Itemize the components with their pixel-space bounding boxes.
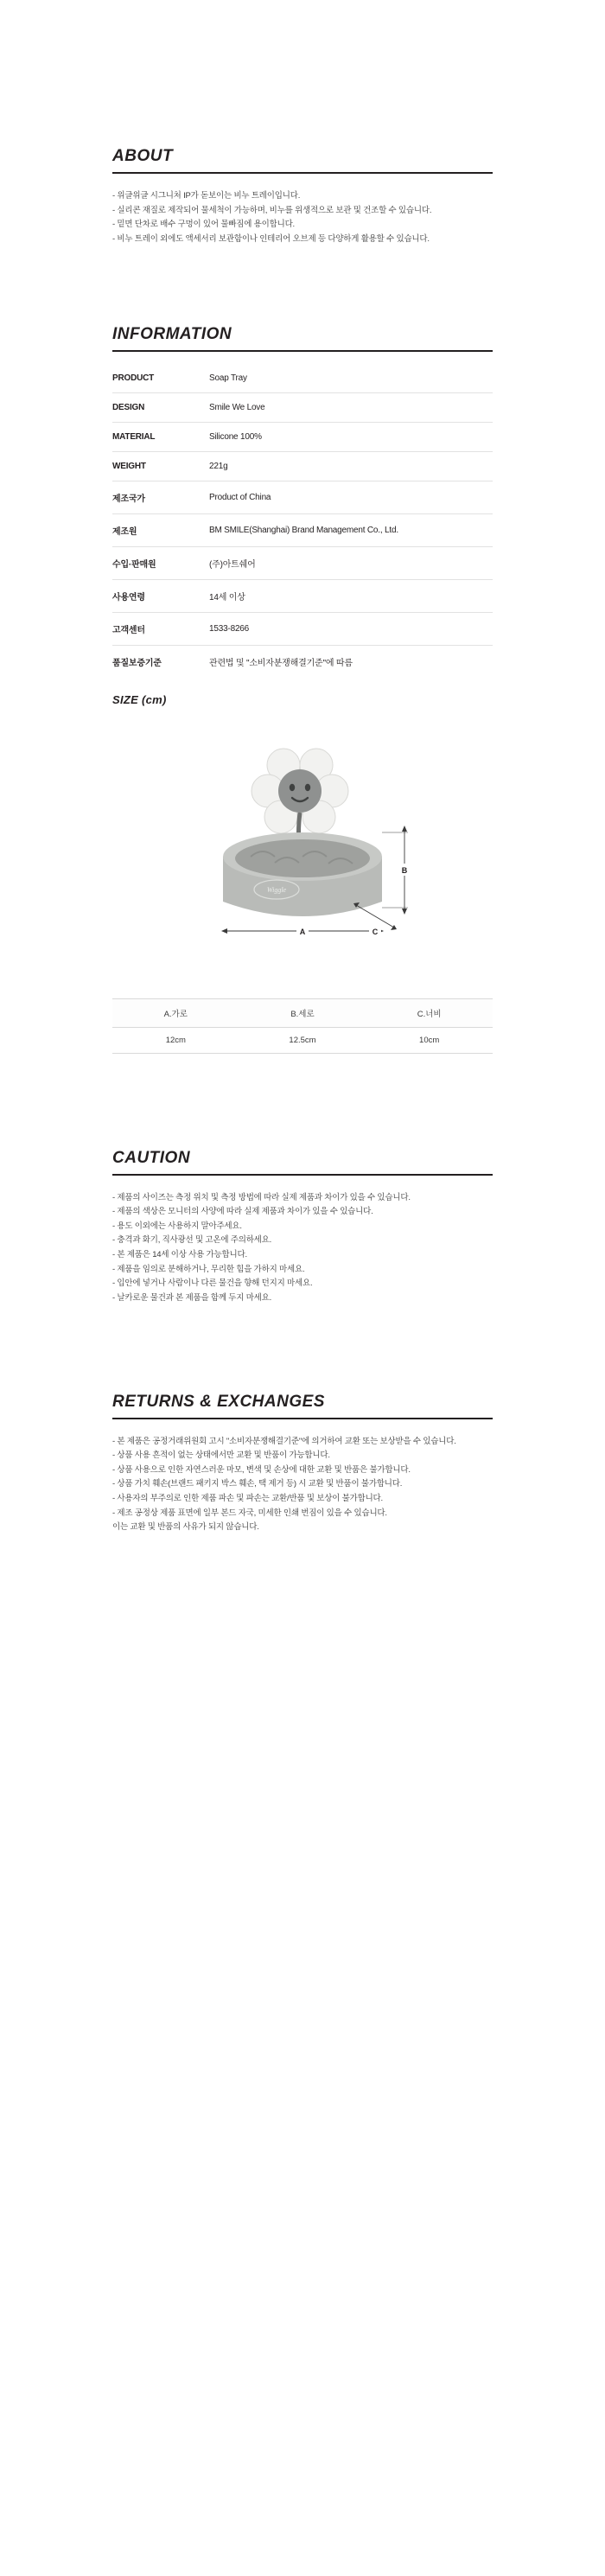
table-row — [112, 546, 493, 579]
list-item: - 비누 트레이 외에도 액세서리 보관함이나 인테리어 오브제 등 다양하게 활용할 수 있습니다. — [112, 233, 430, 244]
size-table — [112, 998, 493, 1054]
about-heading-wrap — [112, 147, 493, 174]
returns-heading: RETURNS & EXCHANGES — [112, 1393, 493, 1419]
size-header: A.가로 — [112, 998, 239, 1027]
info-value: (주)아트쉐어 — [209, 546, 493, 579]
list-item: - 상품 가치 훼손(브랜드 패키지 박스 훼손, 택 제거 등) 시 교환 및 반품이 불가합니다. — [112, 1479, 403, 1489]
info-key: 수입·판매원 — [112, 546, 209, 579]
list-item: - 상품 사용 흔적이 없는 상태에서만 교환 및 반품이 가능합니다. — [112, 1451, 330, 1461]
info-key: MATERIAL — [112, 422, 209, 451]
information-heading-wrap — [112, 325, 493, 352]
size-header: B.세로 — [239, 998, 366, 1027]
list-item: - 제품의 사이즈는 측정 위치 및 측정 방법에 따라 실제 제품과 차이가 있을 수 있습니다. — [112, 1192, 411, 1202]
info-key: PRODUCT — [112, 364, 209, 393]
list-item: - 밑면 단차로 배수 구멍이 있어 물빠짐에 용이합니다. — [112, 220, 295, 230]
list-item: - 본 제품은 공정거래위원회 고시 "소비자분쟁해결기준"에 의거하여 교환 또는 보상받을 수 있습니다. — [112, 1436, 456, 1446]
info-key: 품질보증기준 — [112, 658, 162, 668]
caution-heading-wrap — [112, 1149, 493, 1176]
dimension-marker-b: B — [401, 865, 408, 875]
table-row — [112, 451, 493, 481]
info-key: DESIGN — [112, 392, 209, 422]
table-row — [112, 364, 493, 393]
list-item: - 제품의 색상은 모니터의 사양에 따라 실제 제품과 차이가 있을 수 있습니다. — [112, 1207, 373, 1217]
info-key: WEIGHT — [112, 451, 209, 481]
list-item: 이는 교환 및 반품의 사유가 되지 않습니다. — [112, 1522, 259, 1533]
info-key: 제조국가 — [112, 481, 209, 513]
info-key: 고객센터 — [112, 612, 209, 645]
info-value: 관련법 및 "소비자분쟁해결기준"에 따름 — [209, 658, 353, 668]
information-table — [112, 364, 493, 678]
table-row — [112, 392, 493, 422]
information-heading: INFORMATION — [112, 325, 493, 352]
list-item: - 사용자의 부주의로 인한 제품 파손 및 파손는 교환/반품 및 보상이 불가합니다. — [112, 1494, 383, 1503]
list-item: - 제품을 임의로 분해하거나, 무리한 힘을 가하지 마세요. — [112, 1264, 305, 1274]
dimension-marker-c: C — [372, 927, 379, 936]
about-section — [112, 0, 493, 247]
list-item: - 위글위글 시그니처 IP가 돋보이는 비누 트레이입니다. — [112, 191, 301, 201]
caution-heading: CAUTION — [112, 1149, 493, 1176]
list-item: - 입안에 넣거나 사람이나 다른 물건을 향해 던지지 마세요. — [112, 1278, 313, 1289]
table-row — [112, 1027, 493, 1053]
list-item: - 충격과 화기, 직사광선 및 고온에 주의하세요. — [112, 1235, 272, 1246]
list-item: - 제조 공정상 제품 표면에 일부 본드 자국, 미세한 인쇄 번짐이 있을 수 있습니다. — [112, 1508, 387, 1518]
about-heading: ABOUT — [112, 147, 493, 174]
info-value: Soap Tray — [209, 364, 493, 393]
info-value: 1533-8266 — [209, 612, 493, 645]
size-value: 10cm — [366, 1027, 493, 1053]
info-value: 221g — [209, 451, 493, 481]
table-row — [112, 481, 493, 513]
info-value: 14세 이상 — [209, 579, 493, 612]
info-value: BM SMILE(Shanghai) Brand Management Co., Ltd. — [209, 513, 493, 546]
info-key: 제조원 — [112, 513, 209, 546]
list-item: - 실리콘 재질로 제작되어 물세척이 가능하며, 비누를 위생적으로 보관 및 건조할 수 있습니다. — [112, 205, 432, 215]
table-row — [112, 422, 493, 451]
info-value: Silicone 100% — [209, 422, 493, 451]
returns-heading-wrap — [112, 1393, 493, 1419]
table-row — [112, 513, 493, 546]
information-section — [112, 247, 493, 1054]
returns-list — [112, 1419, 493, 1535]
list-item: - 본 제품은 14세 이상 사용 가능합니다. — [112, 1250, 247, 1259]
product-image — [112, 727, 493, 986]
size-label: SIZE (cm) — [112, 692, 167, 706]
table-row — [112, 579, 493, 612]
tray-logo-text: Wiggle — [266, 885, 287, 894]
list-item: - 용도 이외에는 사용하지 말아주세요. — [112, 1221, 242, 1231]
caution-section — [112, 1054, 493, 1306]
info-value: Smile We Love — [209, 392, 493, 422]
info-key: 사용연령 — [112, 579, 209, 612]
size-header: C.너비 — [366, 998, 493, 1027]
list-item: - 날카로운 물건과 본 제품을 함께 두지 마세요. — [112, 1292, 272, 1303]
size-value: 12.5cm — [239, 1027, 366, 1053]
caution-list — [112, 1176, 493, 1306]
soap-tray-illustration — [130, 727, 475, 986]
dimension-marker-a: A — [299, 927, 306, 936]
table-header-row — [112, 998, 493, 1027]
table-row — [112, 645, 493, 678]
returns-section — [112, 1306, 493, 1708]
size-value: 12cm — [112, 1027, 239, 1053]
info-value: Product of China — [209, 481, 493, 513]
about-list — [112, 174, 493, 247]
table-row — [112, 612, 493, 645]
list-item: - 상품 사용으로 인한 자연스러운 마모, 변색 및 손상에 대한 교환 및 반품은 불가합니다. — [112, 1464, 411, 1475]
